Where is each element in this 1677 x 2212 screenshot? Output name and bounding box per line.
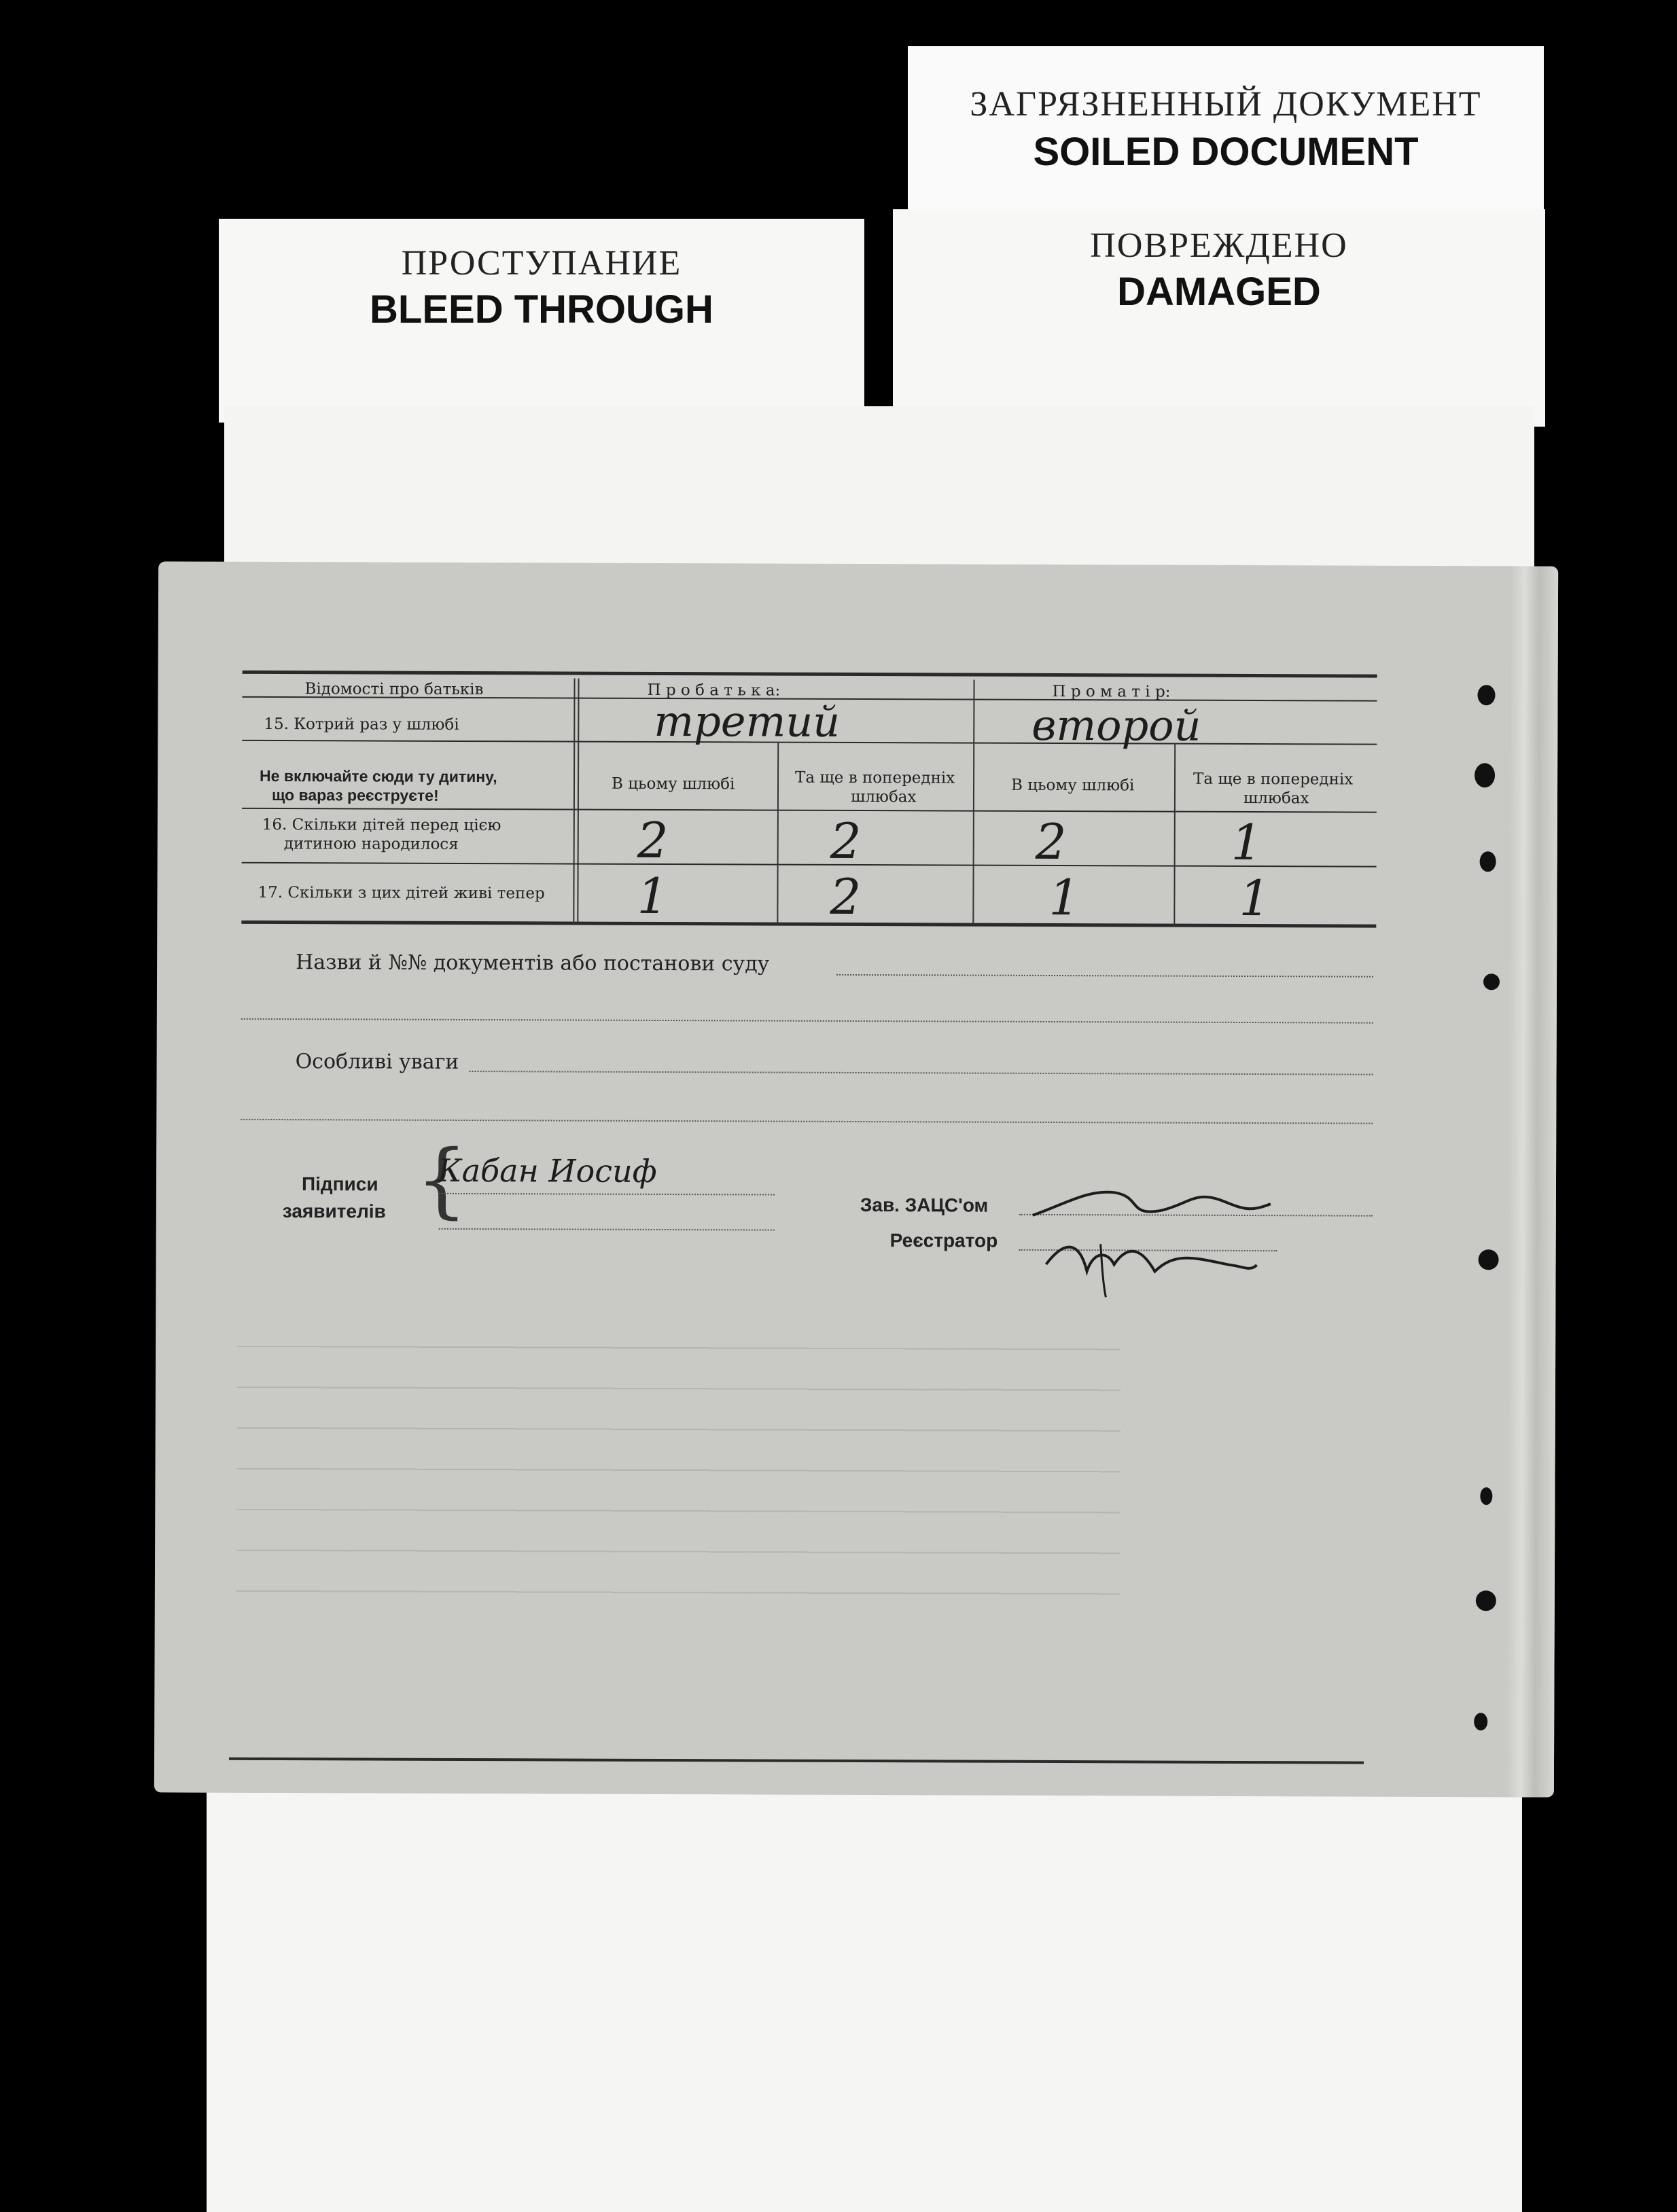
head-and-registrar-signatures — [1025, 1162, 1284, 1299]
signatures-label-1: Підписи — [301, 1173, 378, 1195]
binding-hole — [1476, 1590, 1496, 1611]
binding-hole — [1480, 1487, 1492, 1505]
col-divider-1b — [577, 679, 579, 923]
soiled-label-ru: ЗАГРЯЗНЕННЫЙ ДОКУМЕНТ — [970, 85, 1482, 124]
bleed-through-traces — [236, 1323, 1120, 1611]
row15-father-value: третий — [654, 696, 841, 747]
form-bottom-rule — [229, 1758, 1364, 1764]
note-line2: що вараз реєструєте! — [271, 785, 439, 804]
row17-value-2: 2 — [830, 868, 862, 926]
header-father: П р о б а т ь к а: — [647, 681, 781, 700]
mother-prev-marriages-1: Та ще в попередніх — [1193, 770, 1354, 789]
table-top-rule — [243, 671, 1377, 678]
binding-hole — [1483, 974, 1500, 990]
binding-hole — [1480, 851, 1496, 872]
row16-value-4: 1 — [1231, 813, 1263, 872]
head-label: Зав. ЗАЦС'ом — [860, 1194, 989, 1216]
applicant-signature: Кабан Иосиф — [437, 1152, 657, 1190]
mother-prev-marriages-2: шлюбах — [1243, 789, 1309, 808]
subheader-rule — [242, 808, 1377, 813]
row15-mother-value: второй — [1031, 700, 1201, 751]
documents-label: Назви й №№ документів або постанови суду — [296, 950, 770, 976]
row16-value-2: 2 — [830, 812, 862, 870]
col-divider-1 — [573, 679, 575, 923]
documents-line-1 — [836, 974, 1373, 978]
table-bottom-rule — [241, 921, 1376, 928]
row16-label-2: дитиною народилося — [283, 835, 459, 853]
binding-hole — [1475, 763, 1495, 787]
signature-line-2 — [439, 1228, 775, 1231]
form-torn-edge — [1506, 566, 1558, 1797]
damaged-label-en: DAMAGED — [1117, 270, 1321, 314]
father-prev-marriages-1: Та ще в попередніх — [795, 768, 955, 787]
note-line1: Не включайте сюди ту дитину, — [260, 766, 497, 786]
bleed-label-ru: ПРОСТУПАНИЕ — [401, 244, 682, 283]
signatures-brace: { — [415, 1132, 468, 1228]
row16-rule — [242, 862, 1377, 868]
blank-backing-sheet — [207, 1753, 1522, 2212]
remarks-line-2 — [241, 1119, 1373, 1124]
damaged-tab — [893, 209, 1545, 427]
header-parents-info: Відомості про батьків — [304, 680, 484, 699]
col-divider-3 — [972, 680, 974, 925]
registration-form — [154, 561, 1558, 1797]
col-divider-4 — [1173, 743, 1176, 925]
bleed-label-en: BLEED THROUGH — [370, 287, 713, 332]
binding-hole — [1479, 1249, 1499, 1270]
remarks-line-1 — [470, 1071, 1373, 1075]
documents-line-2 — [241, 1018, 1373, 1024]
bleed-through-tab — [219, 219, 864, 423]
father-prev-marriages-2: шлюбах — [850, 787, 917, 806]
damaged-label-ru: ПОВРЕЖДЕНО — [1090, 226, 1348, 265]
signature-line-1 — [439, 1193, 775, 1196]
row16-value-1: 2 — [637, 811, 669, 870]
registrar-label: Реєстратор — [889, 1230, 998, 1251]
row16-label-1: 16. Скільки дітей перед цією — [262, 815, 501, 835]
mother-this-marriage: В цьому шлюбі — [1010, 776, 1135, 795]
soiled-label-en: SOILED DOCUMENT — [1033, 130, 1419, 174]
father-this-marriage: В цьому шлюбі — [611, 774, 735, 793]
header-mother: П р о м а т і р: — [1052, 683, 1171, 701]
row17-value-1: 1 — [637, 867, 669, 925]
binding-hole — [1477, 685, 1495, 705]
remarks-label: Особливі уваги — [295, 1050, 459, 1074]
col-divider-2 — [777, 742, 779, 924]
row17-label: 17. Скільки з цих дітей живі тепер — [258, 883, 545, 903]
row16-value-3: 2 — [1035, 813, 1067, 871]
row17-value-4: 1 — [1239, 869, 1271, 927]
row17-value-3: 1 — [1048, 868, 1080, 927]
blank-insert-strip — [224, 406, 1534, 569]
row15-label: 15. Котрий раз у шлюбі — [264, 715, 459, 734]
signatures-label-2: заявителів — [282, 1200, 386, 1222]
binding-hole — [1474, 1713, 1487, 1730]
